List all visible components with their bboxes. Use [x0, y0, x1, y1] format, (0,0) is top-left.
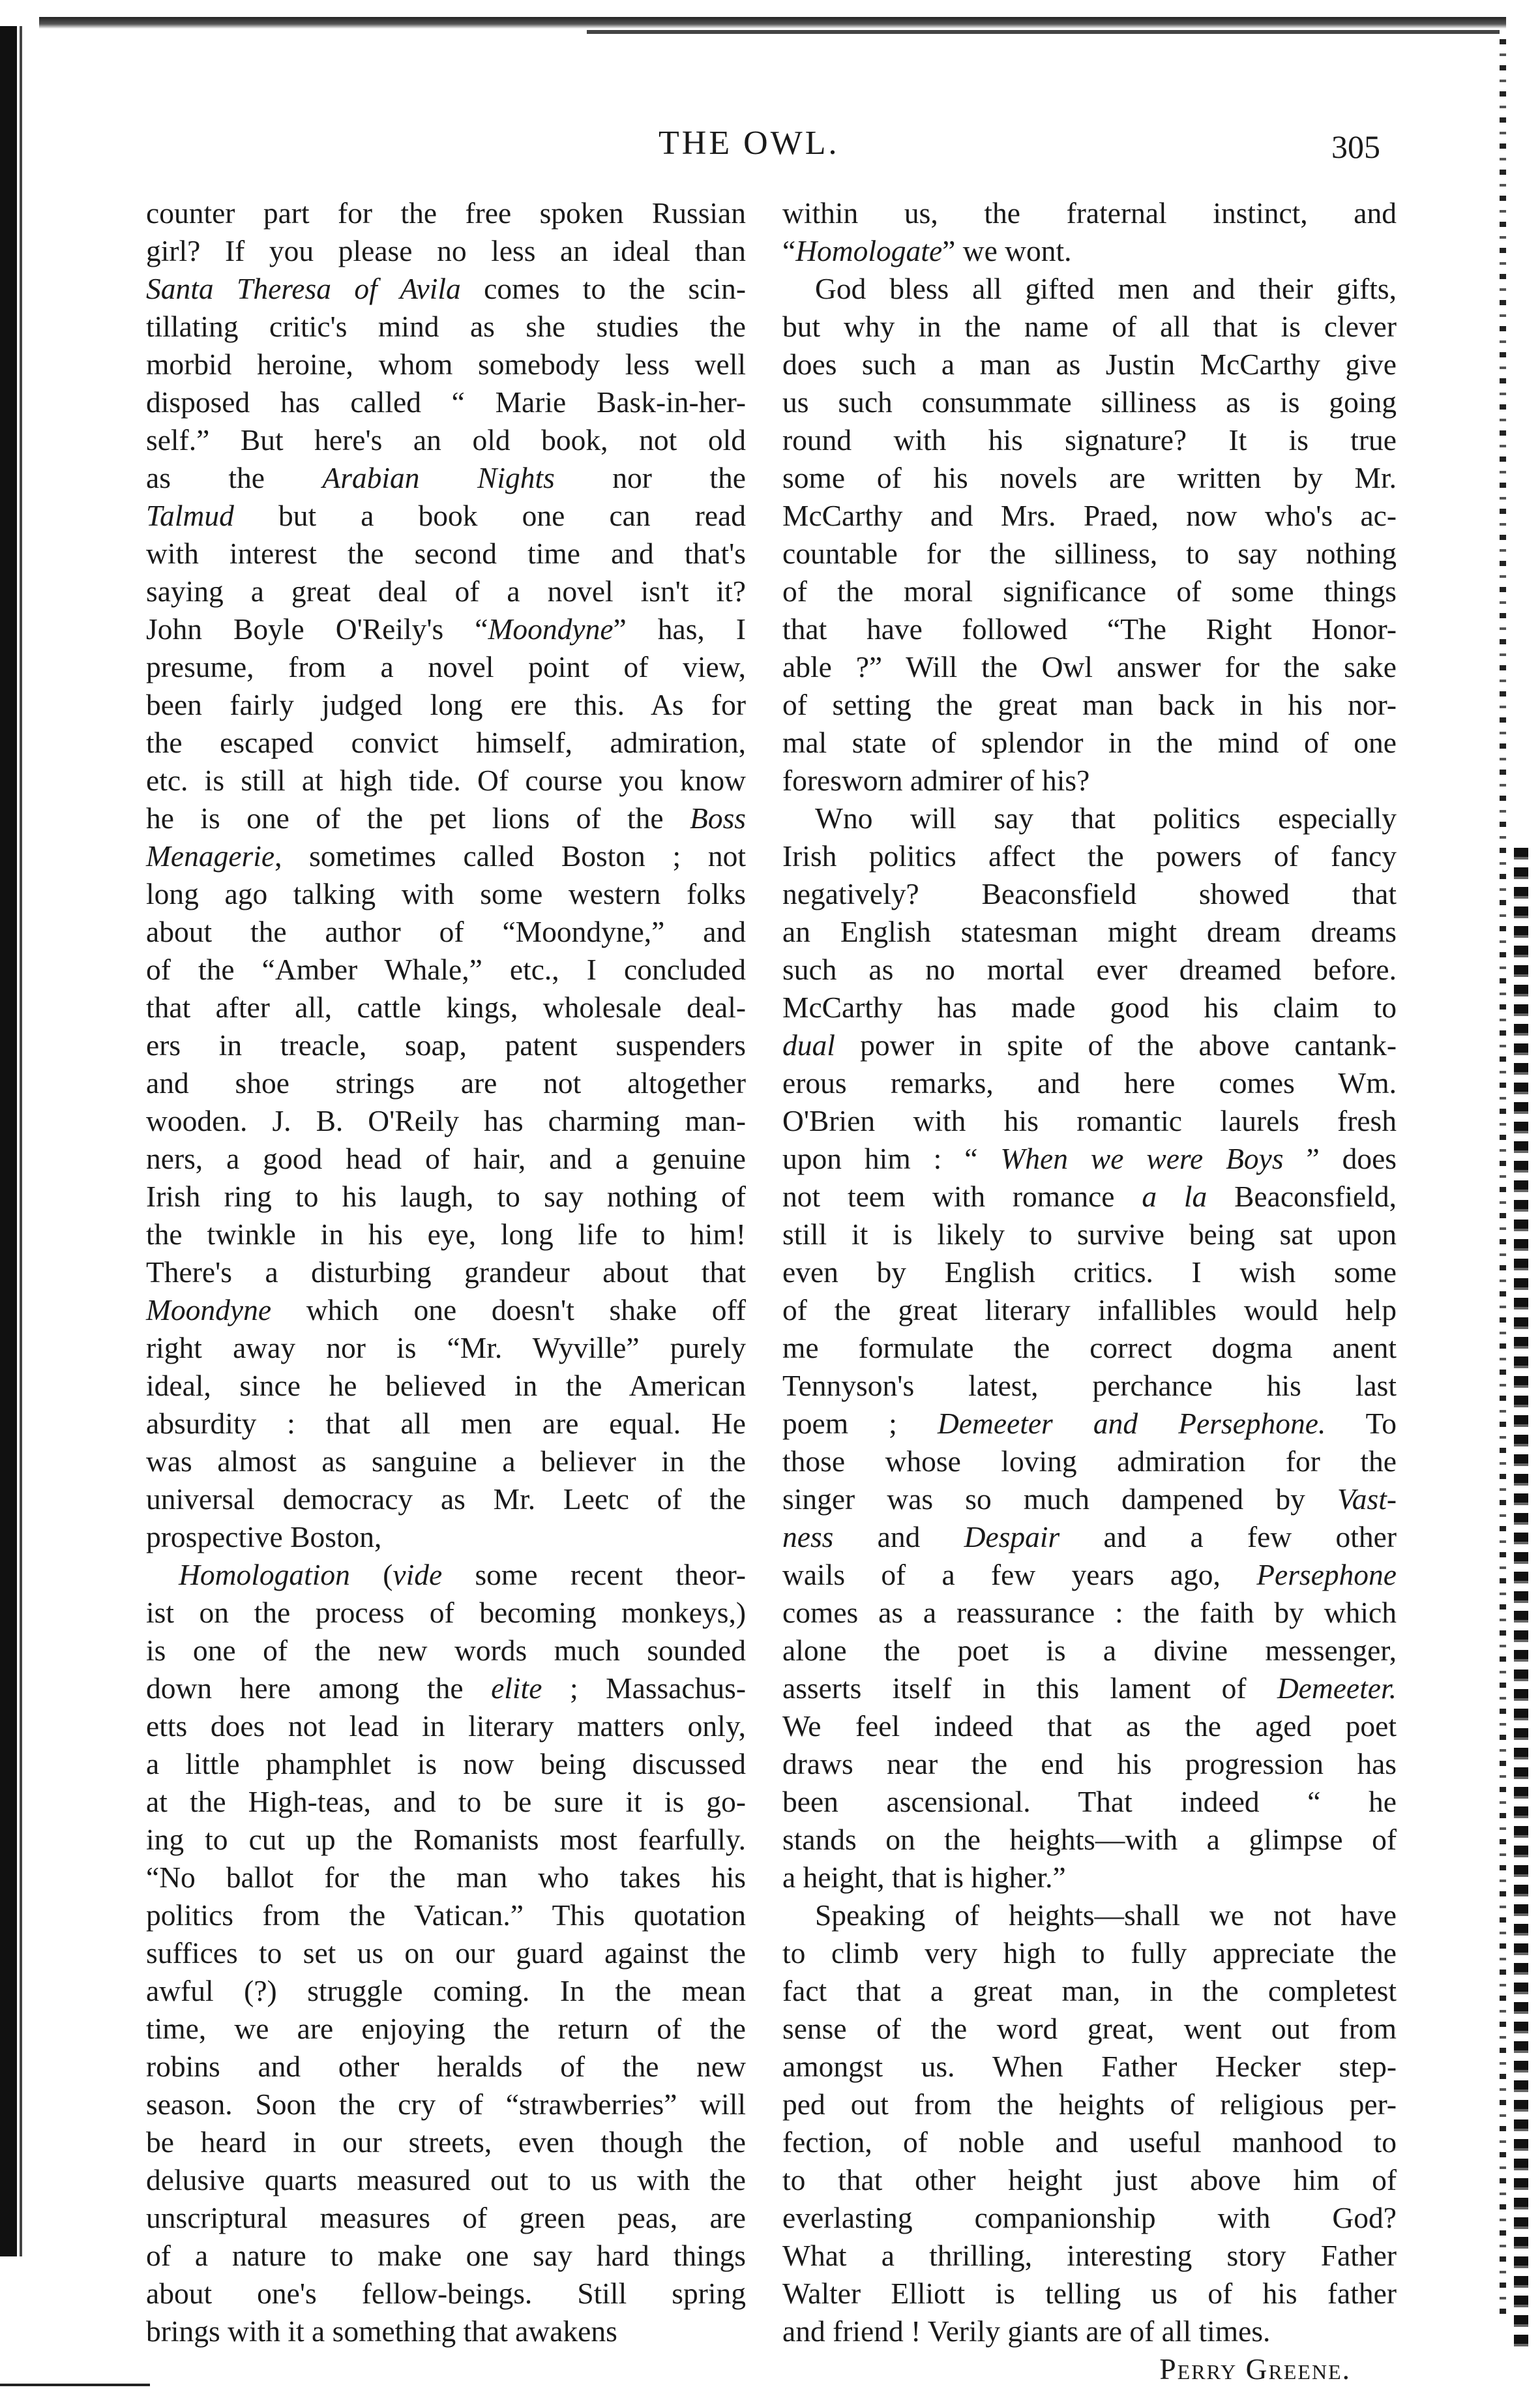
text-line: presume, from a novel point of view,	[146, 650, 746, 683]
text-line: and friend ! Verily giants are of all times.	[782, 2314, 1271, 2348]
text-line: McCarthy and Mrs. Praed, now who's ac-	[782, 499, 1397, 532]
top-border-rule	[39, 17, 1506, 29]
text-line: about one's fellow-beings. Still spring	[146, 2277, 746, 2310]
text-line: girl? If you please no less an ideal than	[146, 234, 746, 267]
text-line: Menagerie, sometimes called Boston ; not	[146, 839, 746, 873]
text-line: Walter Elliott is telling us of his father	[782, 2277, 1397, 2310]
right-text-column	[782, 194, 1397, 2388]
text-line: tillating critic's mind as she studies the	[146, 310, 746, 343]
text-line: etts does not lead in literary matters only,	[146, 1709, 746, 1743]
text-line: etc. is still at high tide. Of course you know	[146, 764, 746, 797]
text-line: the twinkle in his eye, long life to him!	[146, 1218, 746, 1251]
text-line: comes as a reassurance : the faith by which	[782, 1596, 1397, 1629]
text-line: was almost as sanguine a believer in the	[146, 1445, 746, 1478]
text-line: stands on the heights—with a glimpse of	[782, 1823, 1397, 1856]
text-line: about the author of “Moondyne,” and	[146, 915, 746, 948]
text-line: poem ; Demeeter and Persephone. To	[782, 1407, 1397, 1440]
text-line: upon him : “ When we were Boys ” does	[782, 1142, 1397, 1175]
text-line: an English statesman might dream dreams	[782, 915, 1397, 948]
text-line: season. Soon the cry of “strawberries” will	[146, 2088, 746, 2121]
text-line: of setting the great man back in his nor-	[782, 688, 1397, 721]
text-line: ing to cut up the Romanists most fearfully.	[146, 1823, 746, 1856]
text-line: ped out from the heights of religious per-	[782, 2088, 1397, 2121]
text-line: be heard in our streets, even though the	[146, 2125, 746, 2159]
text-line: fection, of noble and useful manhood to	[782, 2125, 1397, 2159]
text-line: ners, a good head of hair, and a genuine	[146, 1142, 746, 1175]
text-line: at the High-teas, and to be sure it is go-	[146, 1785, 746, 1818]
text-line: There's a disturbing grandeur about that	[146, 1255, 746, 1289]
text-line: robins and other heralds of the new	[146, 2050, 746, 2083]
text-line: counter part for the free spoken Russian	[146, 196, 746, 230]
text-line: wails of a few years ago, Persephone	[782, 1558, 1397, 1591]
text-line: sense of the word great, went out from	[782, 2012, 1397, 2045]
text-line: ers in treacle, soap, patent suspenders	[146, 1028, 746, 1062]
bottom-border-rule	[0, 2384, 150, 2386]
right-page-edge	[1500, 39, 1506, 2322]
text-line: even by English critics. I wish some	[782, 1255, 1397, 1289]
text-line: Irish ring to his laugh, to say nothing of	[146, 1180, 746, 1213]
text-line: negatively? Beaconsfield showed that	[782, 877, 1397, 910]
text-line: disposed has called “ Marie Bask-in-her-	[146, 385, 746, 419]
text-line: “No ballot for the man who takes his	[146, 1861, 746, 1894]
text-line: morbid heroine, whom somebody less well	[146, 348, 746, 381]
text-line: long ago talking with some western folks	[146, 877, 746, 910]
right-page-edge-outer	[1514, 848, 1528, 2348]
text-line: but why in the name of all that is clever	[782, 310, 1397, 343]
author-signature: Perry Greene.	[1159, 2352, 1351, 2386]
running-head-title: THE OWL.	[659, 125, 840, 162]
text-line: with interest the second time and that's	[146, 537, 746, 570]
text-line: of a nature to make one say hard things	[146, 2239, 746, 2272]
text-line: absurdity : that all men are equal. He	[146, 1407, 746, 1440]
text-line: God bless all gifted men and their gifts,	[815, 272, 1397, 305]
text-line: Moondyne which one doesn't shake off	[146, 1293, 746, 1326]
text-line: a height, that is higher.”	[782, 1861, 1066, 1894]
text-line: singer was so much dampened by Vast-	[782, 1482, 1397, 1516]
left-binding-edge-inner	[20, 26, 22, 2256]
text-line: right away nor is “Mr. Wyville” purely	[146, 1331, 746, 1364]
text-line: and shoe strings are not altogether	[146, 1066, 746, 1100]
text-line: Santa Theresa of Avila comes to the scin-	[146, 272, 746, 305]
text-line: able ?” Will the Owl answer for the sake	[782, 650, 1397, 683]
text-line: wooden. J. B. O'Reily has charming man-	[146, 1104, 746, 1137]
text-line: a little phamphlet is now being discussed	[146, 1747, 746, 1780]
text-line: is one of the new words much sounded	[146, 1634, 746, 1667]
text-line: self.” But here's an old book, not old	[146, 423, 746, 457]
text-line: dual power in spite of the above cantank-	[782, 1028, 1397, 1062]
text-line: still it is likely to survive being sat upon	[782, 1218, 1397, 1251]
text-line: mal state of splendor in the mind of one	[782, 726, 1397, 759]
text-line: alone the poet is a divine messenger,	[782, 1634, 1397, 1667]
text-line: to climb very high to fully appreciate the	[782, 1936, 1397, 1969]
text-line: delusive quarts measured out to us with the	[146, 2163, 746, 2196]
text-line: saying a great deal of a novel isn't it?	[146, 575, 746, 608]
text-line: Speaking of heights—shall we not have	[815, 1898, 1397, 1932]
text-line: been ascensional. That indeed “ he	[782, 1785, 1397, 1818]
text-line: unscriptural measures of green peas, are	[146, 2201, 746, 2234]
text-line: he is one of the pet lions of the Boss	[146, 801, 746, 835]
text-line: such as no mortal ever dreamed before.	[782, 953, 1397, 986]
text-line: been fairly judged long ere this. As for	[146, 688, 746, 721]
text-line: not teem with romance a la Beaconsfield,	[782, 1180, 1397, 1213]
text-line: awful (?) struggle coming. In the mean	[146, 1974, 746, 2007]
text-line: as the Arabian Nights nor the	[146, 461, 746, 494]
text-line: to that other height just above him of	[782, 2163, 1397, 2196]
text-line: foresworn admirer of his?	[782, 764, 1090, 797]
text-line: Wno will say that politics especially	[815, 801, 1397, 835]
text-line: countable for the silliness, to say nothing	[782, 537, 1397, 570]
left-binding-edge	[0, 26, 17, 2256]
text-line: “Homologate” we wont.	[782, 234, 1072, 267]
text-line: does such a man as Justin McCarthy give	[782, 348, 1397, 381]
text-line: ist on the process of becoming monkeys,)	[146, 1596, 746, 1629]
text-line: down here among the elite ; Massachus-	[146, 1671, 746, 1705]
text-line: Irish politics affect the powers of fancy	[782, 839, 1397, 873]
text-line: round with his signature? It is true	[782, 423, 1397, 457]
top-border-rule-inner	[587, 30, 1500, 34]
text-line: draws near the end his progression has	[782, 1747, 1397, 1780]
text-line: prospective Boston,	[146, 1520, 382, 1553]
text-line: McCarthy has made good his claim to	[782, 991, 1397, 1024]
text-line: suffices to set us on our guard against the	[146, 1936, 746, 1969]
text-line: time, we are enjoying the return of the	[146, 2012, 746, 2045]
text-line: some of his novels are written by Mr.	[782, 461, 1397, 494]
text-line: everlasting companionship with God?	[782, 2201, 1397, 2234]
text-line: universal democracy as Mr. Leetc of the	[146, 1482, 746, 1516]
text-line: asserts itself in this lament of Demeeter.	[782, 1671, 1397, 1705]
text-line: me formulate the correct dogma anent	[782, 1331, 1397, 1364]
text-line: politics from the Vatican.” This quotation	[146, 1898, 746, 1932]
text-line: Homologation (vide some recent theor-	[179, 1558, 746, 1591]
text-line: Tennyson's latest, perchance his last	[782, 1369, 1397, 1402]
text-line: fact that a great man, in the completest	[782, 1974, 1397, 2007]
text-line: of the great literary infallibles would help	[782, 1293, 1397, 1326]
text-line: Talmud but a book one can read	[146, 499, 746, 532]
text-line: O'Brien with his romantic laurels fresh	[782, 1104, 1397, 1137]
text-line: amongst us. When Father Hecker step-	[782, 2050, 1397, 2083]
text-line: those whose loving admiration for the	[782, 1445, 1397, 1478]
text-line: erous remarks, and here comes Wm.	[782, 1066, 1397, 1100]
left-text-column	[146, 194, 746, 2350]
text-line: within us, the fraternal instinct, and	[782, 196, 1397, 230]
text-line: ideal, since he believed in the American	[146, 1369, 746, 1402]
text-line: brings with it a something that awakens	[146, 2314, 617, 2348]
text-line: of the “Amber Whale,” etc., I concluded	[146, 953, 746, 986]
text-line: the escaped convict himself, admiration,	[146, 726, 746, 759]
text-line: We feel indeed that as the aged poet	[782, 1709, 1397, 1743]
text-line: that after all, cattle kings, wholesale deal-	[146, 991, 746, 1024]
text-line: of the moral significance of some things	[782, 575, 1397, 608]
page-number: 305	[1331, 128, 1380, 165]
text-line: us such consummate silliness as is going	[782, 385, 1397, 419]
text-line: What a thrilling, interesting story Father	[782, 2239, 1397, 2272]
text-line: that have followed “The Right Honor-	[782, 612, 1397, 646]
text-line: ness and Despair and a few other	[782, 1520, 1397, 1553]
text-line: John Boyle O'Reily's “Moondyne” has, I	[146, 612, 747, 646]
